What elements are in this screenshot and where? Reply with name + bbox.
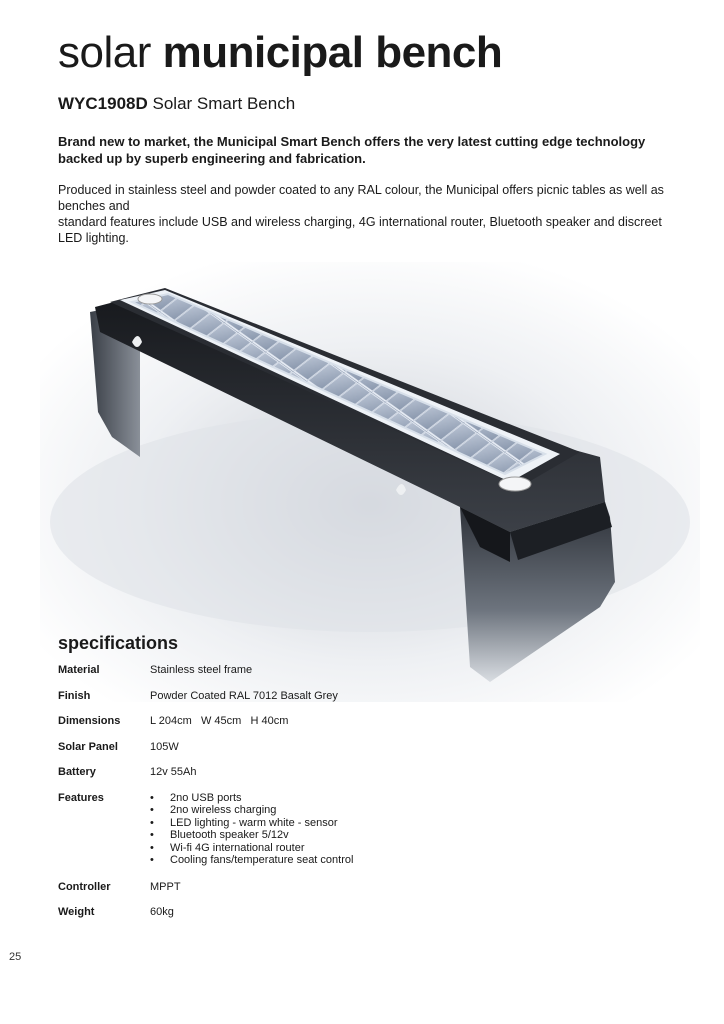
spec-label: Dimensions	[58, 715, 121, 727]
spec-value: MPPT	[150, 880, 181, 893]
spec-row-features	[58, 792, 478, 868]
page-number: 25	[9, 951, 22, 963]
body-line-1: Produced in stainless steel and powder coated to any RAL colour, the Municipal offers picnic tables as well as benches and	[58, 183, 664, 213]
spec-row-controller	[58, 881, 478, 893]
spec-label: Finish	[58, 689, 91, 702]
features-list	[150, 792, 478, 868]
spec-value: 12v 55Ah	[150, 766, 197, 778]
spec-label: Weight	[58, 906, 95, 919]
spec-row-material	[58, 664, 478, 676]
list-item: • LED lighting - warm white - sensor	[150, 817, 478, 830]
spec-label: Features	[58, 791, 104, 804]
spec-row-solar-panel	[58, 741, 478, 753]
title-light: solar	[58, 28, 151, 77]
list-item: • 2no USB ports	[150, 792, 478, 805]
spec-row-finish	[58, 690, 478, 702]
page-title	[58, 28, 502, 78]
spec-value	[150, 792, 478, 868]
lead-paragraph: Brand new to market, the Municipal Smart Bench offers the very latest cutting edge technology backed up by superb engineering and fabrication.	[58, 134, 646, 166]
spec-value: Powder Coated RAL 7012 Basalt Grey	[150, 689, 338, 702]
specifications-heading: specifications	[58, 633, 179, 653]
spec-row-dimensions	[58, 715, 478, 727]
product-code: WYC1908D	[58, 94, 148, 113]
spec-label: Battery	[58, 766, 96, 778]
body-line-2: standard features include USB and wireless charging, 4G international router, Bluetooth speaker and discreet LED lighting.	[58, 215, 662, 245]
spec-label: Controller	[58, 880, 111, 893]
product-name: Solar Smart Bench	[152, 94, 296, 113]
specifications-table	[58, 664, 478, 932]
spec-label: Solar Panel	[58, 740, 118, 753]
list-item: • 2no wireless charging	[150, 804, 478, 817]
spec-row-battery	[58, 766, 478, 778]
spec-value: L 204cm W 45cm H 40cm	[150, 715, 289, 727]
spec-value: 60kg	[150, 906, 174, 919]
spec-value: 105W	[150, 740, 179, 753]
list-item: • Cooling fans/temperature seat control	[150, 854, 478, 867]
spec-value: Stainless steel frame	[150, 664, 253, 676]
spec-label: Material	[58, 664, 100, 676]
body-paragraph	[58, 182, 683, 246]
list-item: • Wi-fi 4G international router	[150, 842, 478, 855]
title-bold: municipal bench	[162, 28, 503, 77]
spec-row-weight	[58, 906, 478, 918]
product-subtitle	[58, 93, 295, 115]
list-item: • Bluetooth speaker 5/12v	[150, 829, 478, 842]
